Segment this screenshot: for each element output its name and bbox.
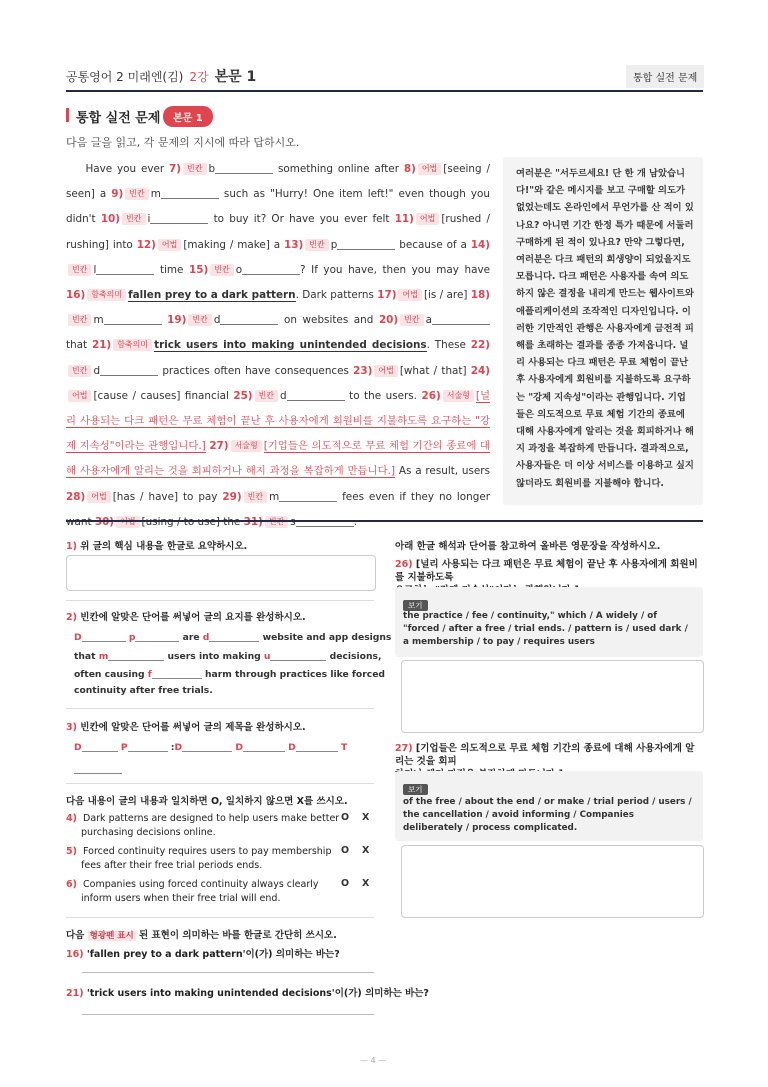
question-number: 17) [377,289,397,302]
q2-text: 빈칸에 알맞은 단어를 써넣어 글의 요지를 완성하시오. [80,612,306,623]
ox-number: 6) [66,879,77,890]
divider [66,917,374,918]
divider [66,783,374,784]
q26-number: 26) [395,559,413,570]
blank-hint: d [213,314,221,327]
ox-statement: inform users when their free trial will end. [81,893,281,904]
answer-blank[interactable] [82,740,118,752]
blank-hint: i [147,213,151,226]
q1-answer-box[interactable] [66,555,376,591]
implied-tag: 함축의미 [87,289,126,301]
mid-divider [66,520,703,522]
section-accent-bar [66,108,69,122]
composition-instruction: 아래 한글 해석과 단어를 참고하여 올바른 영문장을 작성하시오. [395,541,661,552]
q1-prompt [66,538,247,552]
question-number: 21) [91,339,112,352]
hint-letter: m [98,651,109,662]
essay-tag: 서술형 [231,440,262,452]
q27-answer-box[interactable] [401,845,704,918]
hint-letter: D [235,742,243,753]
grammar-tag: 어법 [416,213,439,225]
answer-blank[interactable] [296,740,338,752]
fill-text: are [182,632,200,643]
essay-sentence: [널리 사용되는 다크 패턴은 무료 체험이 끝난 후 사용자에게 회원비를 지불하도록 요구하는 "강제 지속성"이라는 관행입니다.] [66,389,490,453]
passage-text: to buy it? Or have you ever felt [213,213,390,226]
question-number: 24) [470,364,490,377]
highlight-label: 형광펜 표시 [89,931,134,941]
blank-hint: d [280,389,287,402]
question-number: 12) [136,238,156,251]
blank-tag: 빈칸 [183,163,206,175]
passage-text: As a result, users [398,465,490,478]
essay-sentence: [기업들은 의도적으로 무료 체험 기간의 종료에 대해 사용자에게 알리는 것을 회피하거나 해지 과정을 복잡하게 만듭니다.] [66,440,490,478]
q26-answer-box[interactable] [401,660,704,733]
lesson-part: 본문 1 [214,69,257,85]
hint-letter: p [128,632,136,643]
q3-prompt [66,719,306,733]
blank-tag: 빈칸 [244,491,267,503]
q2-line-3 [74,667,385,680]
grammar-choice: [rushed / rushing] into [66,213,490,251]
ox-item-5 [66,845,366,873]
ox-choice-o[interactable]: O [341,845,350,856]
fill-text: often causing [74,669,145,680]
q21-prompt [66,985,429,999]
q1-text: 위 글의 핵심 내용을 한글로 요약하시오. [80,541,248,552]
q3-title-blanks [74,740,347,753]
ox-choice-x[interactable]: X [362,878,370,889]
blank-tag: 빈칸 [400,314,423,326]
fill-text: decisions, [329,651,382,662]
course-name: 공통영어 2 미래엔(김) [66,70,184,84]
section-instruction: 다음 글을 읽고, 각 문제의 지시에 따라 답하시오. [66,136,300,149]
blank-tag: 빈칸 [255,390,278,402]
question-number: 22) [470,339,490,352]
grammar-tag: 어법 [418,163,441,175]
passage-text: practices often have consequences [162,364,349,377]
blank-hint: m [93,314,104,327]
ox-number: 4) [66,813,77,824]
q16-number: 16) [66,949,84,960]
question-number: 15) [189,263,209,276]
q27-word-list: of the free / about the end / or make / trial period / users / the cancellation / avoid informing / Companies deliberately / process complicated. [403,797,692,833]
answer-blank[interactable] [287,388,345,401]
implied-text: 다음 [66,930,85,941]
ox-statement: Forced continuity requires users to pay membership [83,846,332,857]
passage-text: Have you ever [85,163,165,175]
grammar-choice: [making / make] a [183,238,281,251]
grammar-choice: [is / are] [423,289,468,302]
q2-line-4: continuity after free trials. [74,685,213,696]
q2-line-1 [74,630,391,643]
ox-instruction: 다음 내용이 글의 내용과 일치하면 O, 일치하지 않으면 X를 쓰시오. [66,796,348,807]
question-number: 7) [169,163,182,175]
question-number: 14) [470,238,491,251]
answer-line[interactable] [82,1014,374,1015]
ox-choice-x[interactable]: X [362,845,370,856]
answer-blank[interactable] [100,363,158,376]
answer-blank[interactable] [220,312,278,325]
answer-blank[interactable] [135,630,179,642]
blank-tag: 빈칸 [210,264,233,276]
answer-blank[interactable] [242,262,300,275]
q21-text: 'trick users into making unintended decisions'이(가) 의미하는 바는? [86,988,429,999]
ox-item-6 [66,878,366,906]
hint-letter: f [147,669,152,680]
blank-tag: 빈칸 [125,188,148,200]
blank-tag: 빈칸 [122,213,145,225]
header-title [66,66,256,86]
question-number: 11) [394,213,414,226]
grammar-choice: [what / that] [399,364,467,377]
blank-hint: o [235,263,243,276]
answer-blank[interactable] [215,161,273,174]
passage-text: . These [426,339,466,352]
blank-tag: 빈칸 [188,314,211,326]
answer-blank[interactable] [108,649,164,661]
question-number: 29) [222,490,242,503]
grammar-choice: [has / have] to pay [112,490,218,503]
question-number: 18) [470,289,490,302]
grammar-choice: [cause / causes] financial [93,389,229,402]
blank-hint: d [93,364,101,377]
section-title: 통합 실전 문제 [76,111,161,126]
colon: : [170,742,175,753]
bogi-tag: 보기 [403,784,428,795]
question-number: 25) [233,389,253,402]
q27-number: 27) [395,743,413,754]
answer-blank[interactable] [74,760,122,774]
translation-text: 여러분은 "서두르세요! 단 한 개 남았습니다!"와 같은 메시지를 보고 구매할 의도가 없었는데도 온라인에서 무언가를 산 적이 있나요? 아니면 기간 한정 특가 때문에 서둘러 구매하게 된 적이 있나요? 만약 그렇다면, 여러분은 다크 패턴의 희생양이 되었을지도 모릅니다. 다크 패턴은 사용자를 속여 의도하지 않은 결정을 내리게 만드는 웹사이트와 애플리케이션의 조작적인 디자인입니다. 이러한 기만적인 관행은 사용자에게 금전적 피해를 초래하는 결과를 종종 가져옵니다. 널리 사용되는 다크 패턴은 무료 체험이 끝난 후 사용자에게 회원비를 지불하도록 요구하는 "강제 지속성"이라는 관행입니다. 기업들은 의도적으로 무료 체험 기간의 종료에 대해 사용자에게 알리는 것을 회피하거나 해지 과정을 복잡하게 만듭니다. 결과적으로, 사용자들은 더 이상 서비스를 이용하고 싶지 않더라도 회원비를 지불해야 합니다. [516,168,694,489]
answer-blank[interactable] [432,312,490,325]
implied-instruction [66,927,337,941]
answer-blank[interactable] [104,312,162,325]
q16-prompt [66,946,340,960]
question-number: 23) [353,364,373,377]
answer-blank[interactable] [96,262,154,275]
blank-tag: 빈칸 [68,264,91,276]
grammar-tag: 어법 [158,239,181,251]
q27-korean: [기업들은 의도적으로 무료 체험 기간의 종료에 대해 사용자에게 알리는 것을 회피 [395,743,695,767]
implied-phrase: fallen prey to a dark pattern [128,289,296,302]
blank-hint: l [93,263,97,276]
passage-text: something online after [277,163,399,175]
ox-statement: Companies using forced continuity always clearly [83,879,319,890]
passage [66,157,490,535]
q3-number: 3) [66,722,77,733]
q2-line-2 [74,649,382,662]
passage-text: time [159,263,184,276]
grammar-tag: 어법 [398,289,421,301]
question-number: 10) [100,213,121,226]
ox-statement: fees after their free trial periods ends. [81,860,263,871]
passage-text: ? If you have, then you may have [300,263,491,276]
grammar-tag: 어법 [87,491,110,503]
hint-letter: u [263,651,271,662]
ox-statement: Dark patterns are designed to help users make better [83,813,340,824]
answer-blank[interactable] [243,740,285,752]
passage-text: because of a [399,238,467,251]
blank-tag: 빈칸 [68,314,91,326]
passage-text: to the users. [349,389,417,402]
hint-letter: P [120,742,128,753]
answer-blank[interactable] [82,630,126,642]
question-number: 9) [111,188,124,201]
header-badge: 통합 실전 문제 [626,65,704,88]
lesson-number: 2강 [189,70,209,84]
question-number: 13) [284,238,304,251]
q3-text: 빈칸에 알맞은 단어를 써넣어 글의 제목을 완성하시오. [80,722,306,733]
passage-text: fees even if they no longer [342,490,490,503]
answer-line[interactable] [82,972,374,973]
answer-blank[interactable] [128,740,168,752]
passage-text: . Dark patterns [295,289,374,302]
question-number: 8) [403,163,416,175]
question-number: 27) [209,440,229,453]
answer-blank[interactable] [147,211,208,226]
hint-letter: D [74,742,82,753]
grammar-tag: 어법 [374,365,397,377]
answer-blank[interactable] [209,630,259,642]
q26-korean: [널리 사용되는 다크 패턴은 무료 체험이 끝난 후 사용자에게 회원비를 지불하도록 [395,559,698,583]
fill-text: website and app designs [262,632,392,643]
fill-text: users into making [167,651,261,662]
divider [66,600,374,601]
answer-blank[interactable] [279,489,337,502]
question-number: 28) [66,490,86,503]
q26-word-list: the practice / fee / continuity," which / A widely / of "forced / after a free / trial ends. / pattern is / used dark / a membership / to pay / requires users [403,611,688,647]
divider [66,708,374,709]
answer-blank[interactable] [152,667,202,679]
ox-statement: purchasing decisions online. [81,827,216,838]
blank-hint: m [269,490,280,503]
fill-text: that [74,651,96,662]
fill-text: harm through practices like forced [205,669,385,680]
question-number: 16) [66,289,86,302]
q2-number: 2) [66,612,77,623]
blank-hint: a [425,314,432,327]
ox-choice-x[interactable]: X [362,812,370,823]
q2-prompt [66,609,306,623]
hint-letter: d [202,632,210,643]
ox-choice-o[interactable]: O [341,812,350,823]
hint-letter: D [74,632,82,643]
question-number: 26) [421,389,441,402]
header-divider [66,90,703,92]
grammar-choice: [seeing / seen] a [66,163,490,201]
page-number: — 4 — [360,1056,387,1065]
blank-tag: 빈칸 [68,365,91,377]
answer-blank[interactable] [270,649,326,661]
section-pill: 본문 1 [163,106,213,127]
passage-text: that [66,339,88,352]
blank-tag: 빈칸 [305,239,328,251]
answer-blank[interactable] [161,186,219,199]
essay-tag: 서술형 [443,390,474,402]
answer-blank[interactable] [337,237,395,250]
ox-item-4 [66,812,366,840]
q1-number: 1) [66,541,77,552]
question-number: 20) [378,314,399,327]
implied-phrase: trick users into making unintended decisions [154,339,427,352]
blank-hint: b [208,163,216,175]
answer-blank[interactable] [182,740,232,752]
ox-number: 5) [66,846,77,857]
q27-word-bank-label [403,777,428,796]
ox-choice-o[interactable]: O [341,878,350,889]
implied-text: 된 표현이 의미하는 바를 한글로 간단히 쓰시오. [139,930,337,941]
bogi-tag: 보기 [403,600,428,611]
hint-letter: T [341,742,348,753]
question-number: 19) [167,314,187,327]
q16-text: 'fallen prey to a dark pattern'이(가) 의미하는 바는? [86,949,340,960]
passage-text: on websites and [284,314,374,327]
q21-number: 21) [66,988,84,999]
passage-text: such as "Hurry! One item left!" even though you didn't [66,188,490,226]
grammar-tag: 어법 [68,390,91,402]
hint-letter: D [288,742,296,753]
hint-letter: D [174,742,183,753]
implied-tag: 함축의미 [113,339,152,351]
blank-hint: p [330,238,338,251]
blank-hint: m [150,188,161,201]
